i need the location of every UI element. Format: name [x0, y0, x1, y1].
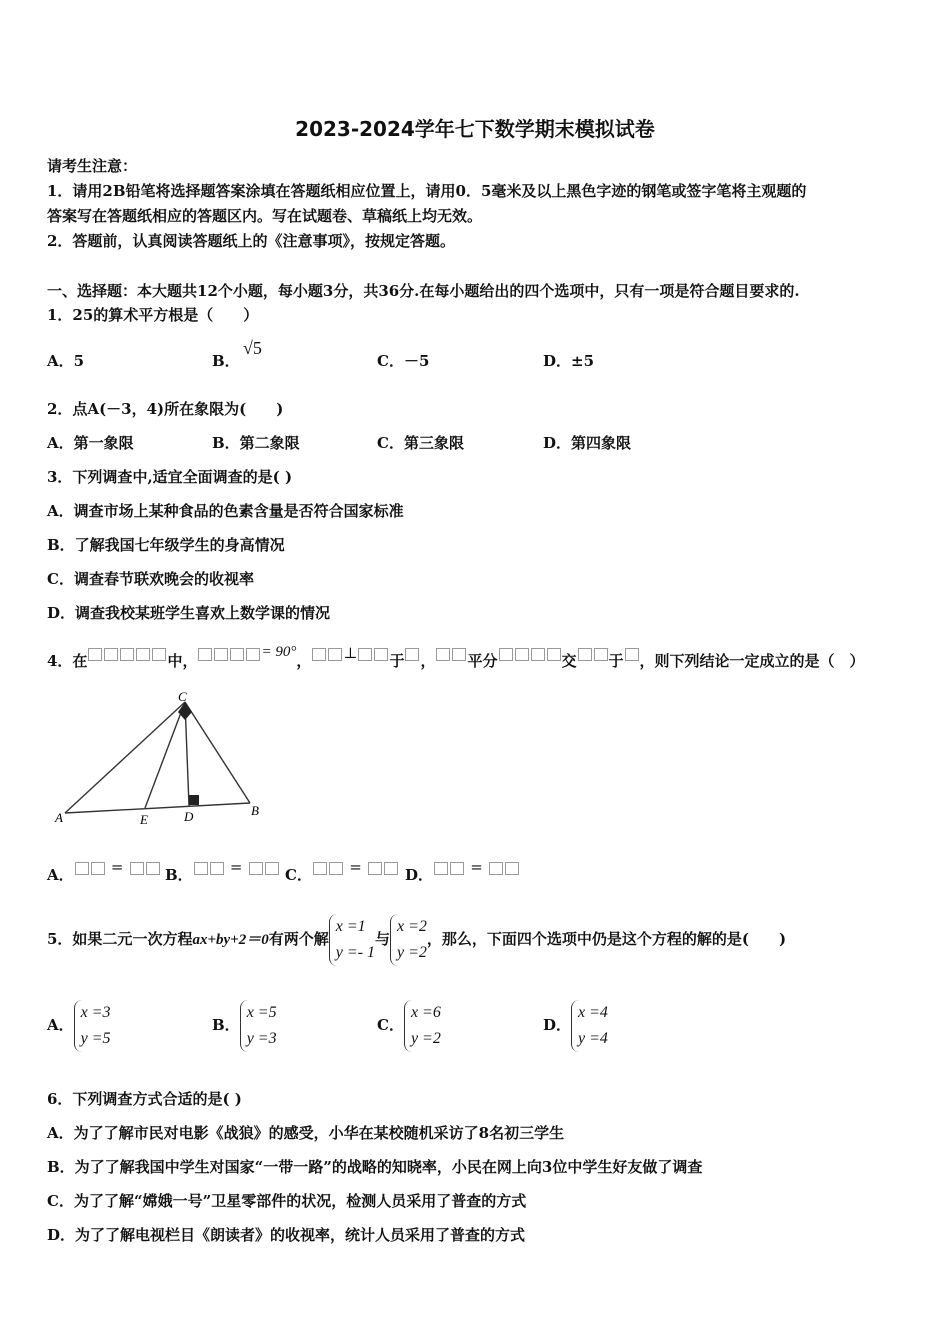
q4-triangle-figure: [47, 690, 275, 830]
q5-equation: ax+by+2＝0: [192, 932, 269, 948]
q5-option-d: D．x =4 y =4: [543, 1000, 608, 1052]
q6-option-b: B．为了了解我国中学生对国家“一带一路”的战略的知晓率，小民在网上向3位中学生好友做了调查: [47, 1158, 703, 1176]
side-ac: [65, 702, 185, 813]
q2-option-a: A．第一象限: [47, 434, 134, 452]
q1-option-b-radical: √5: [243, 338, 262, 358]
q5-text-1: 5．如果二元一次方程: [47, 930, 193, 948]
label-a: A: [55, 810, 63, 825]
q4-option-b-formula: =: [193, 858, 280, 876]
q5-option-a-system: x =3 y =5: [74, 1000, 111, 1052]
q4-text-3: ，: [296, 652, 312, 670]
q5-solution-1: x =1 y =- 1: [329, 914, 375, 966]
q4-option-d-formula: =: [433, 858, 520, 876]
q4-text-5: ，: [420, 652, 436, 670]
label-d: D: [184, 809, 194, 824]
q3-option-d: D．调查我校某班学生喜欢上数学课的情况: [47, 604, 331, 622]
q3-option-b: B．了解我国七年级学生的身高情况: [47, 536, 285, 554]
q3-option-c: C．调查春节联欢晚会的收视率: [47, 570, 254, 588]
q6-stem: 6．下列调查方式合适的是( ): [47, 1090, 242, 1108]
label-b: B: [251, 803, 259, 818]
q4-text-2: 中，: [167, 652, 198, 670]
q5-solution-2: x =2 y =2: [390, 914, 427, 966]
segment-ce: [145, 702, 185, 808]
q4-option-a: A． =: [47, 864, 161, 885]
q1-option-c: C．－5: [377, 352, 430, 370]
q4-formula-placeholder: [577, 644, 609, 662]
q1-option-d: D．±5: [543, 352, 595, 370]
q4-stem: 4．在 中， = 90°， ⊥ 于 ， 平分 交 于 ，则下列结论一定成立的是（ ）: [47, 644, 865, 670]
q5-option-a: A．x =3 y =5: [47, 1000, 111, 1052]
q5-option-c-system: x =6 y =2: [404, 1000, 441, 1052]
q4-text-1: 4．在: [47, 652, 88, 670]
q4-text-7: 交: [561, 652, 577, 670]
q4-text-6: 平分: [467, 652, 498, 670]
q4-formula-placeholder: [357, 644, 389, 662]
q4-formula-placeholder: [197, 644, 261, 662]
q5-option-c: C．x =6 y =2: [377, 1000, 441, 1052]
q4-option-c-formula: =: [312, 858, 399, 876]
q5-stem: [47, 914, 786, 966]
q4-perp-symbol: ⊥: [343, 644, 358, 662]
q4-formula-placeholder: [404, 644, 420, 662]
q4-formula-placeholder: [87, 644, 167, 662]
q2-option-d: D．第四象限: [543, 434, 632, 452]
q4-formula-placeholder: [311, 644, 343, 662]
q4-option-c: C． =: [285, 864, 399, 885]
q4-formula-placeholder: [498, 644, 562, 662]
q6-option-d: D．为了了解电视栏目《朗读者》的收视率，统计人员采用了普查的方式: [47, 1226, 526, 1244]
q1-option-a: A．5: [47, 352, 85, 370]
q4-angle-value: 90°: [275, 644, 297, 660]
q4-option-d: D． =: [405, 864, 520, 885]
section-heading: 一、选择题：本大题共12个小题，每小题3分，共36分.在每小题给出的四个选项中，只有一项是符合题目要求的.: [47, 282, 800, 300]
notice-line-1b: 答案写在答题纸相应的答题区内。写在试题卷、草稿纸上均无效。: [47, 207, 483, 225]
notice-header: 请考生注意：: [47, 157, 138, 175]
q5-option-b-system: x =5 y =3: [240, 1000, 277, 1052]
q5-option-b: B．x =5 y =3: [212, 1000, 277, 1052]
notice-line-2: 2．答题前，认真阅读答题纸上的《注意事项》，按规定答题。: [47, 232, 455, 250]
q4-option-b: B． =: [165, 864, 280, 885]
q3-option-a: A．调查市场上某种食品的色素含量是否符合国家标准: [47, 502, 404, 520]
q4-formula-placeholder: [624, 644, 640, 662]
q5-text-4: ，那么，下面四个选项中仍是这个方程的解的是( ): [426, 930, 787, 948]
q2-option-b: B．第二象限: [212, 434, 300, 452]
q5-text-3: 与: [374, 930, 390, 948]
right-angle-mark-d: [189, 795, 199, 805]
q6-option-a: A．为了了解市民对电影《战狼》的感受，小华在某校随机采访了8名初三学生: [47, 1124, 565, 1142]
label-e: E: [140, 812, 148, 827]
q4-text-8: 于: [608, 652, 624, 670]
q2-stem: 2．点A(－3，4)所在象限为( ): [47, 400, 284, 418]
q2-option-c: C．第三象限: [377, 434, 464, 452]
q4-text-4: 于: [389, 652, 405, 670]
q4-text-9: ，则下列结论一定成立的是（ ）: [639, 652, 865, 670]
page-title: 2023-2024学年七下数学期末模拟试卷: [295, 117, 655, 141]
q1-option-b: B．: [212, 352, 240, 370]
q4-formula-placeholder: [435, 644, 467, 662]
q6-option-c: C．为了了解“嫦娥一号”卫星零部件的状况，检测人员采用了普查的方式: [47, 1192, 527, 1210]
q3-stem: 3．下列调查中,适宜全面调查的是( ): [47, 468, 293, 486]
q4-option-a-formula: =: [74, 858, 161, 876]
notice-line-1a: 1．请用2B铅笔将选择题答案涂填在答题纸相应位置上，请用0．5毫米及以上黑色字迹的钢笔或签字笔将主观题的: [47, 182, 807, 200]
q5-option-d-system: x =4 y =4: [571, 1000, 608, 1052]
label-c: C: [178, 690, 187, 704]
q5-text-2: 有两个解: [268, 930, 329, 948]
side-ab: [65, 803, 250, 813]
right-angle-mark-c: [178, 702, 192, 720]
q1-stem: 1．25的算术平方根是（ ）: [47, 306, 259, 324]
side-cb: [185, 702, 250, 803]
